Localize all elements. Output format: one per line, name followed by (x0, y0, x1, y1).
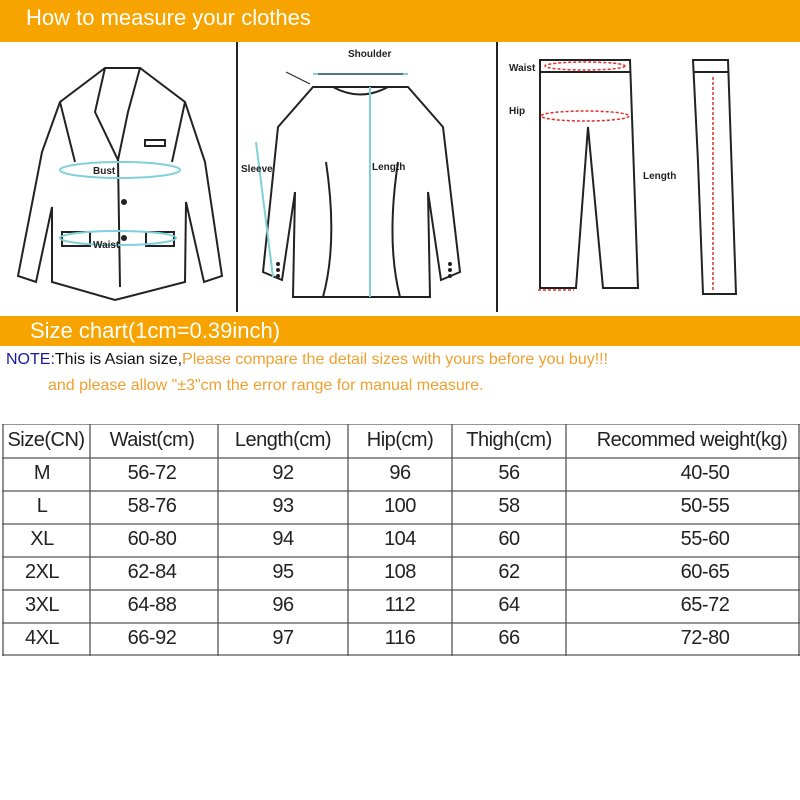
table-cell: 94 (272, 528, 294, 550)
table-cell: 72-80 (680, 627, 730, 649)
table-cell: 93 (272, 495, 294, 517)
note-compare: Please compare the detail sizes with yours before you buy!!! (182, 351, 609, 368)
table-cell: 96 (389, 462, 411, 484)
column-header: Recommed weight(kg) (596, 429, 788, 451)
hip-label: Hip (509, 106, 526, 117)
table-cell: 62 (498, 561, 520, 583)
table-cell: 97 (272, 627, 294, 649)
table-cell: 4XL (24, 627, 60, 649)
pants-waist-label: Waist (509, 63, 536, 74)
table-cell: 116 (384, 627, 416, 649)
sleeve-label: Sleeve (241, 164, 273, 175)
table-cell: 56 (498, 462, 520, 484)
table-cell: 60 (498, 528, 520, 550)
table-cell: 60-65 (680, 561, 730, 583)
table-cell: 64-88 (127, 594, 177, 616)
size-chart-title: Size chart(1cm=0.39inch) (30, 318, 281, 343)
table-cell: 65-72 (680, 594, 730, 616)
table-cell: XL (30, 528, 54, 550)
table-cell: 50-55 (680, 495, 730, 517)
table-cell: 55-60 (680, 528, 730, 550)
table-cell: 64 (498, 594, 520, 616)
jacket-back-illustration (238, 42, 496, 312)
table-cell: 100 (384, 495, 416, 517)
page-title: How to measure your clothes (26, 5, 311, 30)
column-header: Waist(cm) (109, 429, 195, 451)
table-cell: 2XL (24, 561, 60, 583)
bust-label: Bust (93, 166, 116, 177)
table-cell: M (33, 462, 51, 484)
table-cell: 66 (498, 627, 520, 649)
table-cell: 40-50 (680, 462, 730, 484)
note-label: NOTE: (6, 351, 55, 368)
note-line-2: and please allow "±3"cm the error range for manual measure. (48, 377, 484, 394)
waist-label: Waist (93, 240, 120, 251)
table-cell: 58-76 (127, 495, 177, 517)
jacket-front-illustration (0, 42, 236, 312)
header-banner (0, 0, 800, 42)
table-cell: L (36, 495, 48, 517)
table-cell: 60-80 (127, 528, 177, 550)
table-cell: 96 (272, 594, 294, 616)
table-cell: 58 (498, 495, 520, 517)
pants-length-label: Length (643, 171, 677, 182)
table-cell: 92 (272, 462, 294, 484)
table-cell: 66-92 (127, 627, 177, 649)
size-table (2, 424, 800, 656)
column-header: Thigh(cm) (466, 429, 552, 451)
table-cell: 95 (272, 561, 294, 583)
table-cell: 112 (384, 594, 416, 616)
column-header: Length(cm) (234, 429, 332, 451)
table-cell: 56-72 (127, 462, 177, 484)
size-chart-banner (0, 316, 800, 346)
column-header: Size(CN) (7, 429, 85, 451)
table-cell: 62-84 (127, 561, 177, 583)
table-cell: 3XL (24, 594, 60, 616)
note-asian-size: This is Asian size, (54, 351, 183, 368)
note-line-1 (6, 351, 608, 369)
table-cell: 108 (384, 561, 416, 583)
shoulder-label: Shoulder (348, 49, 392, 60)
table-cell: 104 (384, 528, 416, 550)
length-label: Length (372, 162, 406, 173)
measurement-diagram (0, 42, 800, 312)
column-header: Hip(cm) (366, 429, 434, 451)
